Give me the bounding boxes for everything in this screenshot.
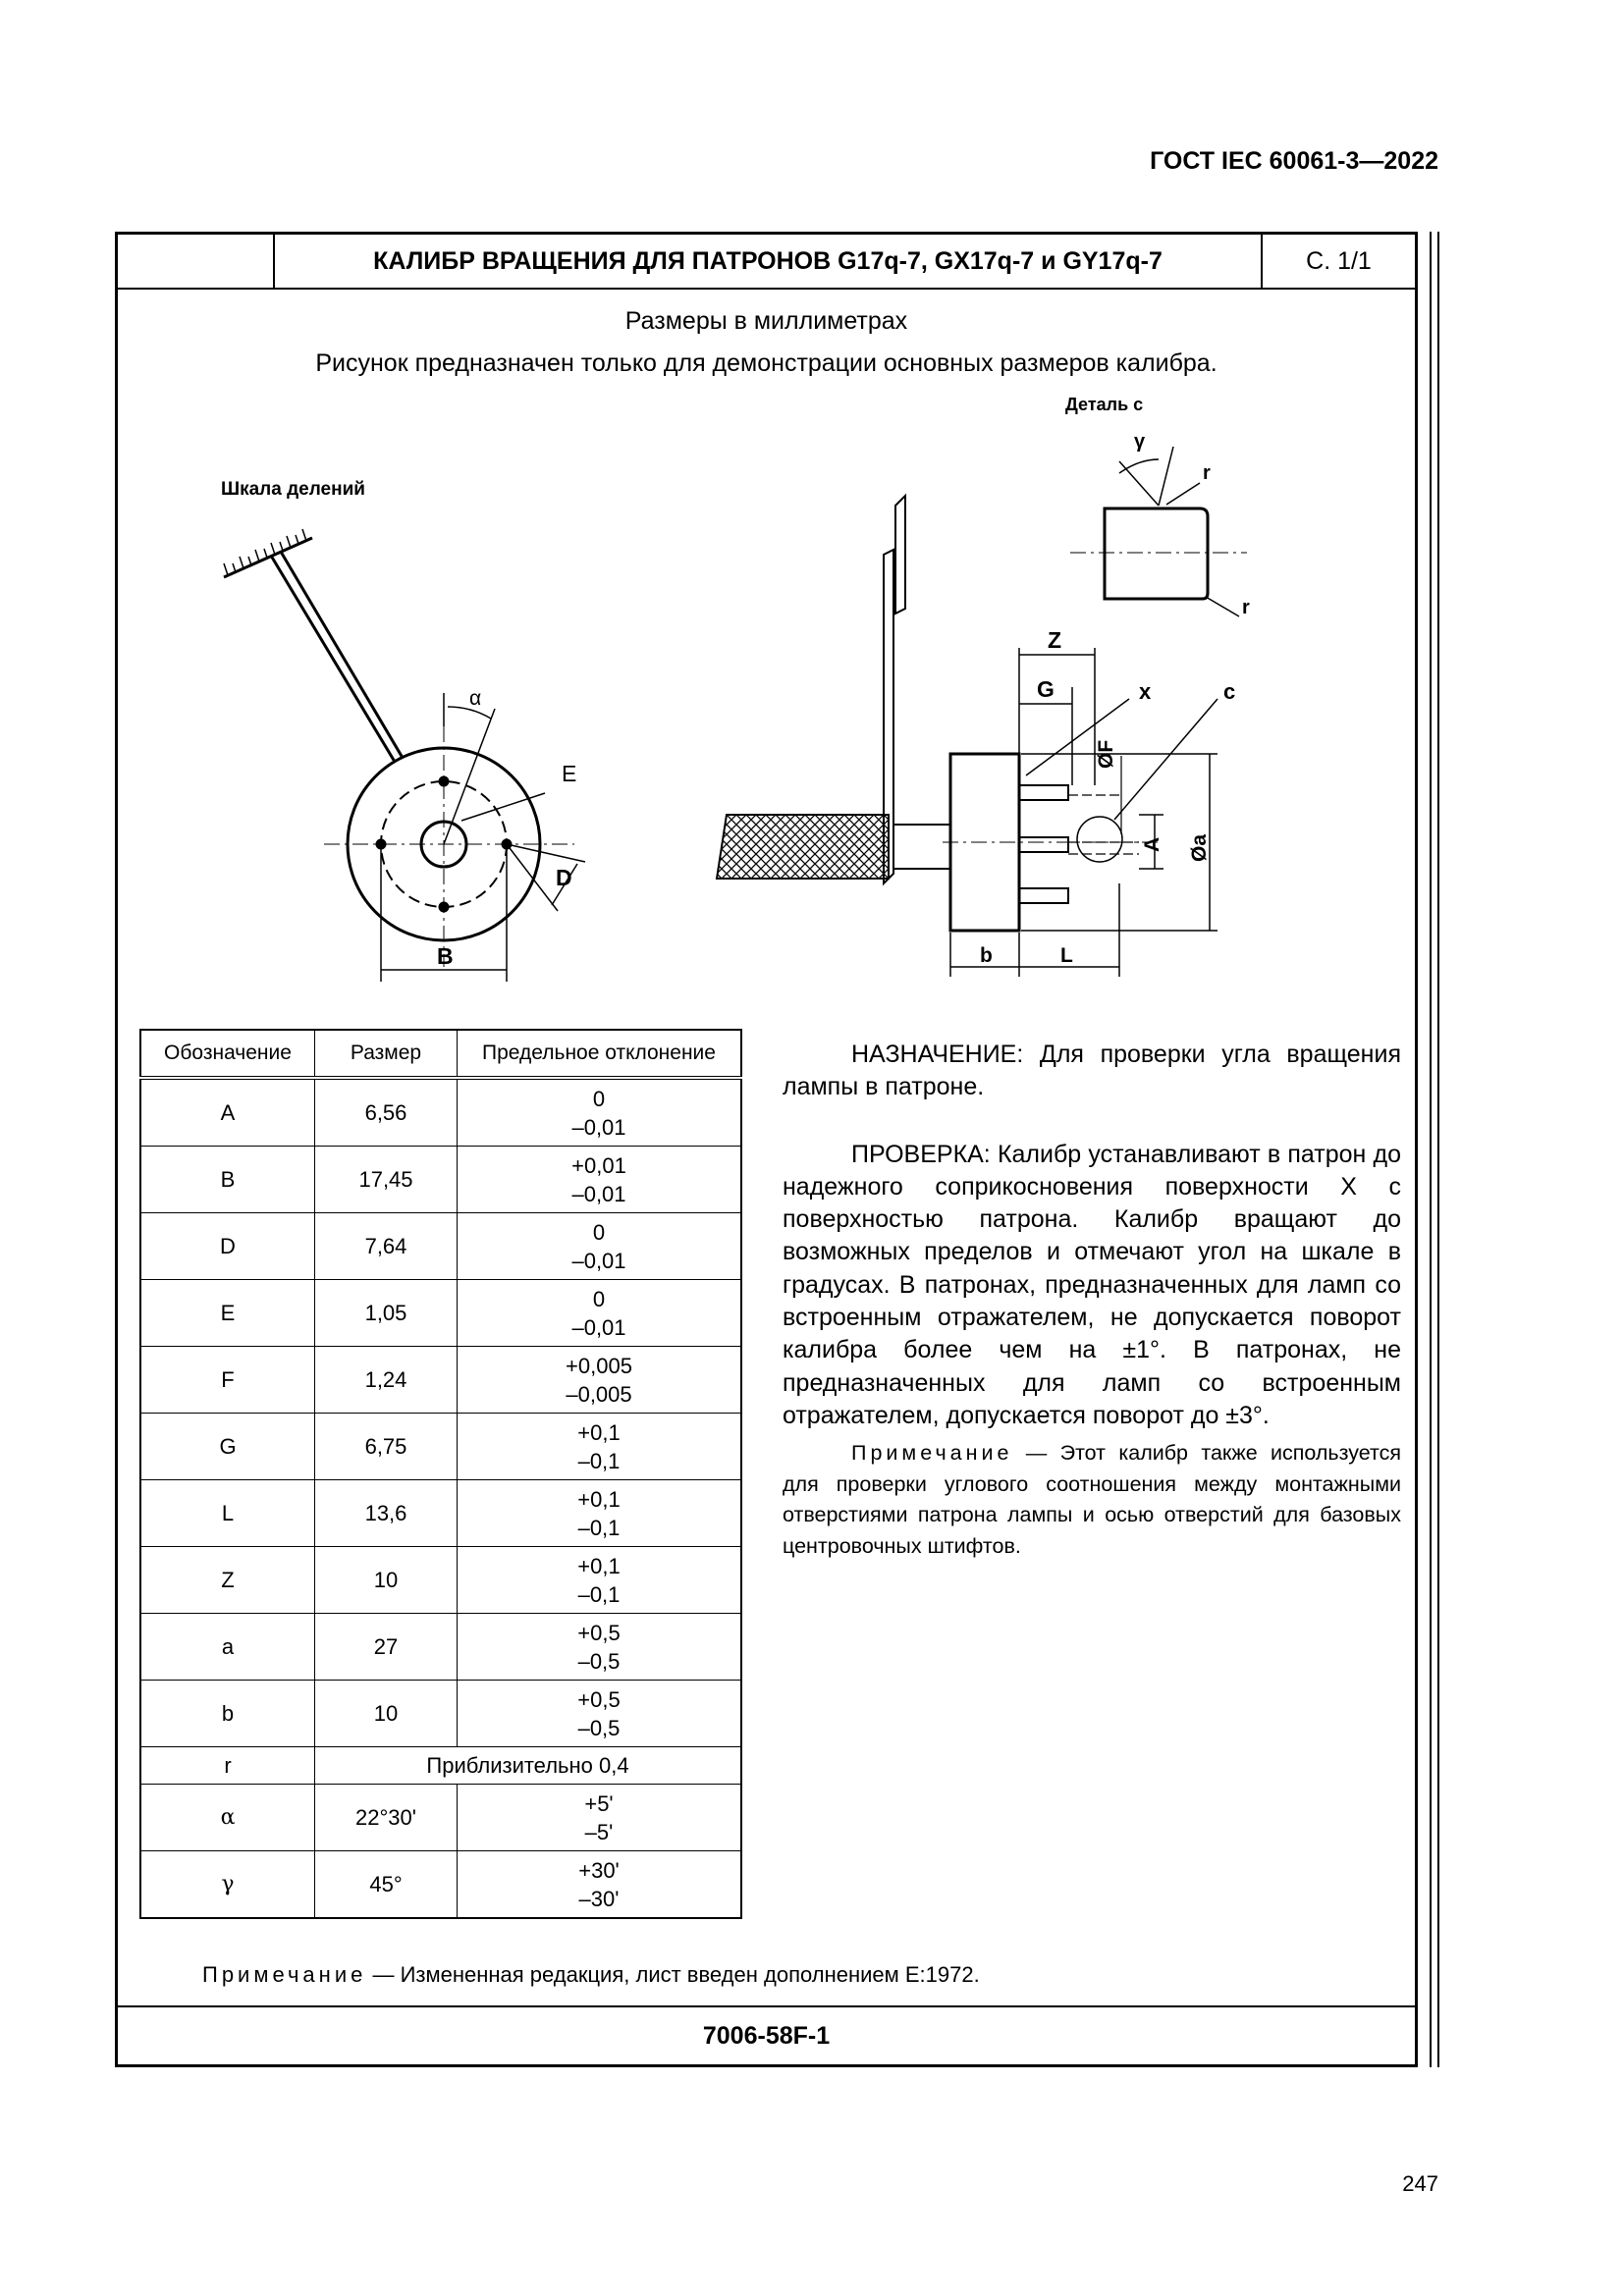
size-cell: 10 — [315, 1547, 458, 1614]
column-header: Предельное отклонение — [458, 1030, 742, 1078]
alpha-label: α — [469, 687, 482, 710]
designation-cell: D — [140, 1213, 315, 1280]
r-leader-bottom — [1206, 597, 1239, 616]
units-note: Размеры в миллиметрах — [624, 307, 908, 335]
table-row — [140, 1785, 741, 1851]
tolerance-upper: +0,5 — [577, 1620, 621, 1645]
table-row — [140, 1747, 741, 1785]
tolerance-upper: +0,1 — [577, 1553, 621, 1578]
note-label: Примечание — [851, 1441, 1013, 1466]
pointer-tip — [895, 496, 905, 614]
designation-cell: b — [140, 1681, 315, 1747]
tolerance-lower: –0,01 — [571, 1114, 626, 1140]
tolerance-lower: –0,01 — [571, 1314, 626, 1340]
f-label: ØF — [1095, 739, 1117, 769]
table-row — [140, 1851, 741, 1919]
gamma-arc — [1119, 459, 1159, 473]
figure-note: Рисунок предназначен только для демонстрации основных размеров калибра. — [315, 349, 1217, 377]
size-cell: 1,24 — [315, 1347, 458, 1414]
designation-cell: α — [140, 1785, 315, 1851]
tolerance-upper: +30' — [578, 1857, 620, 1883]
bottom-note-body: — Измененная редакция, лист введен дополнением E:1972. — [366, 1962, 980, 1987]
gamma-label: γ — [1134, 431, 1146, 453]
a-label: A — [1141, 836, 1163, 852]
table-row — [140, 1078, 741, 1147]
designation-cell: Z — [140, 1547, 315, 1614]
size-cell: 10 — [315, 1681, 458, 1747]
pin-middle — [1019, 837, 1068, 852]
table-row — [140, 1347, 741, 1414]
g-dimension — [1019, 687, 1072, 785]
size-cell: 45° — [315, 1851, 458, 1919]
size-cell: 13,6 — [315, 1480, 458, 1547]
b-label: B — [437, 943, 454, 969]
designation-cell: F — [140, 1347, 315, 1414]
size-cell: 27 — [315, 1614, 458, 1681]
tolerance-upper: +0,01 — [571, 1152, 626, 1178]
tolerance-upper: +0,005 — [566, 1353, 632, 1378]
d-label: D — [556, 865, 572, 890]
c-label: c — [1223, 679, 1236, 704]
gauge-drawing — [0, 0, 1623, 1021]
side-view — [717, 496, 1235, 977]
tolerance-cell — [458, 1213, 742, 1280]
tolerance-cell — [458, 1547, 742, 1614]
table-header-row — [140, 1030, 741, 1078]
table-row — [140, 1547, 741, 1614]
check-paragraph: ПРОВЕРКА: Калибр устанавливают в патрон до надежного соприкосновения поверхности X с поверхностью патрона. Калибр вращают до возможных пределов и отмечают угол на шкале в градусах. В патронах, предназначенных для ламп со встроенным отражателем, не допускается поворот калибра более чем на ±1°. В патронах, не предназначенных для ламп со встроенным отражателем, допускается поворот до ±3°. — [783, 1140, 1401, 1429]
purpose-paragraph: НАЗНАЧЕНИЕ: Для проверки угла вращения лампы в патроне. — [783, 1041, 1401, 1101]
tolerance-cell — [458, 1078, 742, 1147]
scale-label: Шкала делений — [221, 479, 365, 500]
b-small-label: b — [980, 944, 993, 967]
bottom-note-label: Примечание — [202, 1962, 367, 1987]
table-row — [140, 1480, 741, 1547]
tolerance-cell — [458, 1480, 742, 1547]
designation-cell: G — [140, 1414, 315, 1480]
r-label-bottom: r — [1242, 597, 1250, 618]
table-row — [140, 1280, 741, 1347]
r-label-top: r — [1203, 462, 1211, 484]
designation-cell: E — [140, 1280, 315, 1347]
tolerance-lower: –30' — [578, 1886, 620, 1911]
size-cell: 22°30' — [315, 1785, 458, 1851]
z-label: Z — [1048, 627, 1062, 653]
sheet-code: 7006-58F-1 — [118, 2005, 1415, 2064]
tolerance-upper: +0,1 — [577, 1419, 621, 1445]
dimensions-table — [139, 1029, 742, 1919]
column-header: Размер — [315, 1030, 458, 1078]
tolerance-lower: –0,5 — [577, 1715, 621, 1740]
gamma-lines — [1119, 447, 1173, 506]
e-label: E — [562, 761, 577, 786]
designation-cell: A — [140, 1078, 315, 1147]
bottom-note — [202, 1962, 980, 1988]
page-number: 247 — [1402, 2171, 1438, 2196]
table-row — [140, 1414, 741, 1480]
g-label: G — [1037, 676, 1055, 702]
tolerance-upper: 0 — [592, 1086, 606, 1111]
c-leader — [1114, 699, 1217, 820]
d-dimension — [507, 844, 585, 911]
size-cell: 6,56 — [315, 1078, 458, 1147]
pointer-arm — [271, 552, 403, 762]
x-label: x — [1139, 679, 1152, 704]
tolerance-lower: –0,01 — [571, 1181, 626, 1206]
tolerance-cell — [458, 1614, 742, 1681]
designation-cell: r — [140, 1747, 315, 1785]
l-label: L — [1060, 944, 1073, 967]
scale-view — [221, 479, 585, 982]
scale-ticks — [224, 529, 306, 575]
gauge-description — [783, 1039, 1401, 1562]
tolerance-cell — [458, 1280, 742, 1347]
graduated-scale — [224, 538, 312, 577]
size-cell: 1,05 — [315, 1280, 458, 1347]
designation-cell: γ — [140, 1851, 315, 1919]
tolerance-lower: –0,5 — [577, 1648, 621, 1674]
detail-c-circle — [1077, 817, 1122, 862]
tolerance-upper: +0,1 — [577, 1486, 621, 1512]
tolerance-upper: 0 — [592, 1286, 606, 1311]
gauge-note — [783, 1438, 1401, 1562]
sheet-title: КАЛИБР ВРАЩЕНИЯ ДЛЯ ПАТРОНОВ G17q-7, GX17q-7 и GY17q-7 — [275, 235, 1263, 288]
handle-grip — [717, 815, 889, 879]
tolerance-lower: –0,1 — [577, 1515, 621, 1540]
pin-lower — [1019, 888, 1068, 903]
note-body: — Этот калибр также используется для проверки углового соотношения между монтажными отверстиями патрона лампы и осью отверстий для базовых центровочных штифтов. — [783, 1441, 1401, 1558]
size-cell: 17,45 — [315, 1147, 458, 1213]
tolerance-cell — [458, 1414, 742, 1480]
designation-cell: a — [140, 1614, 315, 1681]
pin-upper — [1019, 785, 1068, 800]
tolerance-lower: –0,005 — [566, 1381, 632, 1407]
tolerance-upper: 0 — [592, 1219, 606, 1245]
detail-c-view — [1065, 395, 1250, 618]
tolerance-cell — [458, 1851, 742, 1919]
z-dimension — [1019, 648, 1095, 785]
detail-label: Деталь с — [1065, 395, 1144, 414]
tolerance-lower: –0,01 — [571, 1248, 626, 1273]
center-lines — [324, 726, 577, 967]
column-header: Обозначение — [140, 1030, 315, 1078]
approximate-value-cell: Приблизительно 0,4 — [315, 1747, 742, 1785]
tolerance-cell — [458, 1681, 742, 1747]
table-row — [140, 1147, 741, 1213]
size-cell: 7,64 — [315, 1213, 458, 1280]
oa-label: Øa — [1188, 833, 1211, 862]
tolerance-upper: +0,5 — [577, 1686, 621, 1712]
tolerance-lower: –0,1 — [577, 1581, 621, 1607]
size-cell: 6,75 — [315, 1414, 458, 1480]
sheet-page-code: С. 1/1 — [1306, 247, 1372, 275]
detail-profile — [1105, 508, 1208, 599]
shaft — [893, 825, 950, 869]
r-leader-top — [1166, 483, 1200, 505]
table-row — [140, 1213, 741, 1280]
tolerance-cell — [458, 1147, 742, 1213]
standard-designation: ГОСТ IEC 60061-3—2022 — [1150, 147, 1438, 175]
tolerance-lower: –5' — [584, 1819, 614, 1844]
designation-cell: L — [140, 1480, 315, 1547]
designation-cell: B — [140, 1147, 315, 1213]
tolerance-cell — [458, 1785, 742, 1851]
tolerance-upper: +5' — [584, 1790, 614, 1816]
table-row — [140, 1681, 741, 1747]
table-row — [140, 1614, 741, 1681]
tolerance-cell — [458, 1347, 742, 1414]
tolerance-lower: –0,1 — [577, 1448, 621, 1473]
